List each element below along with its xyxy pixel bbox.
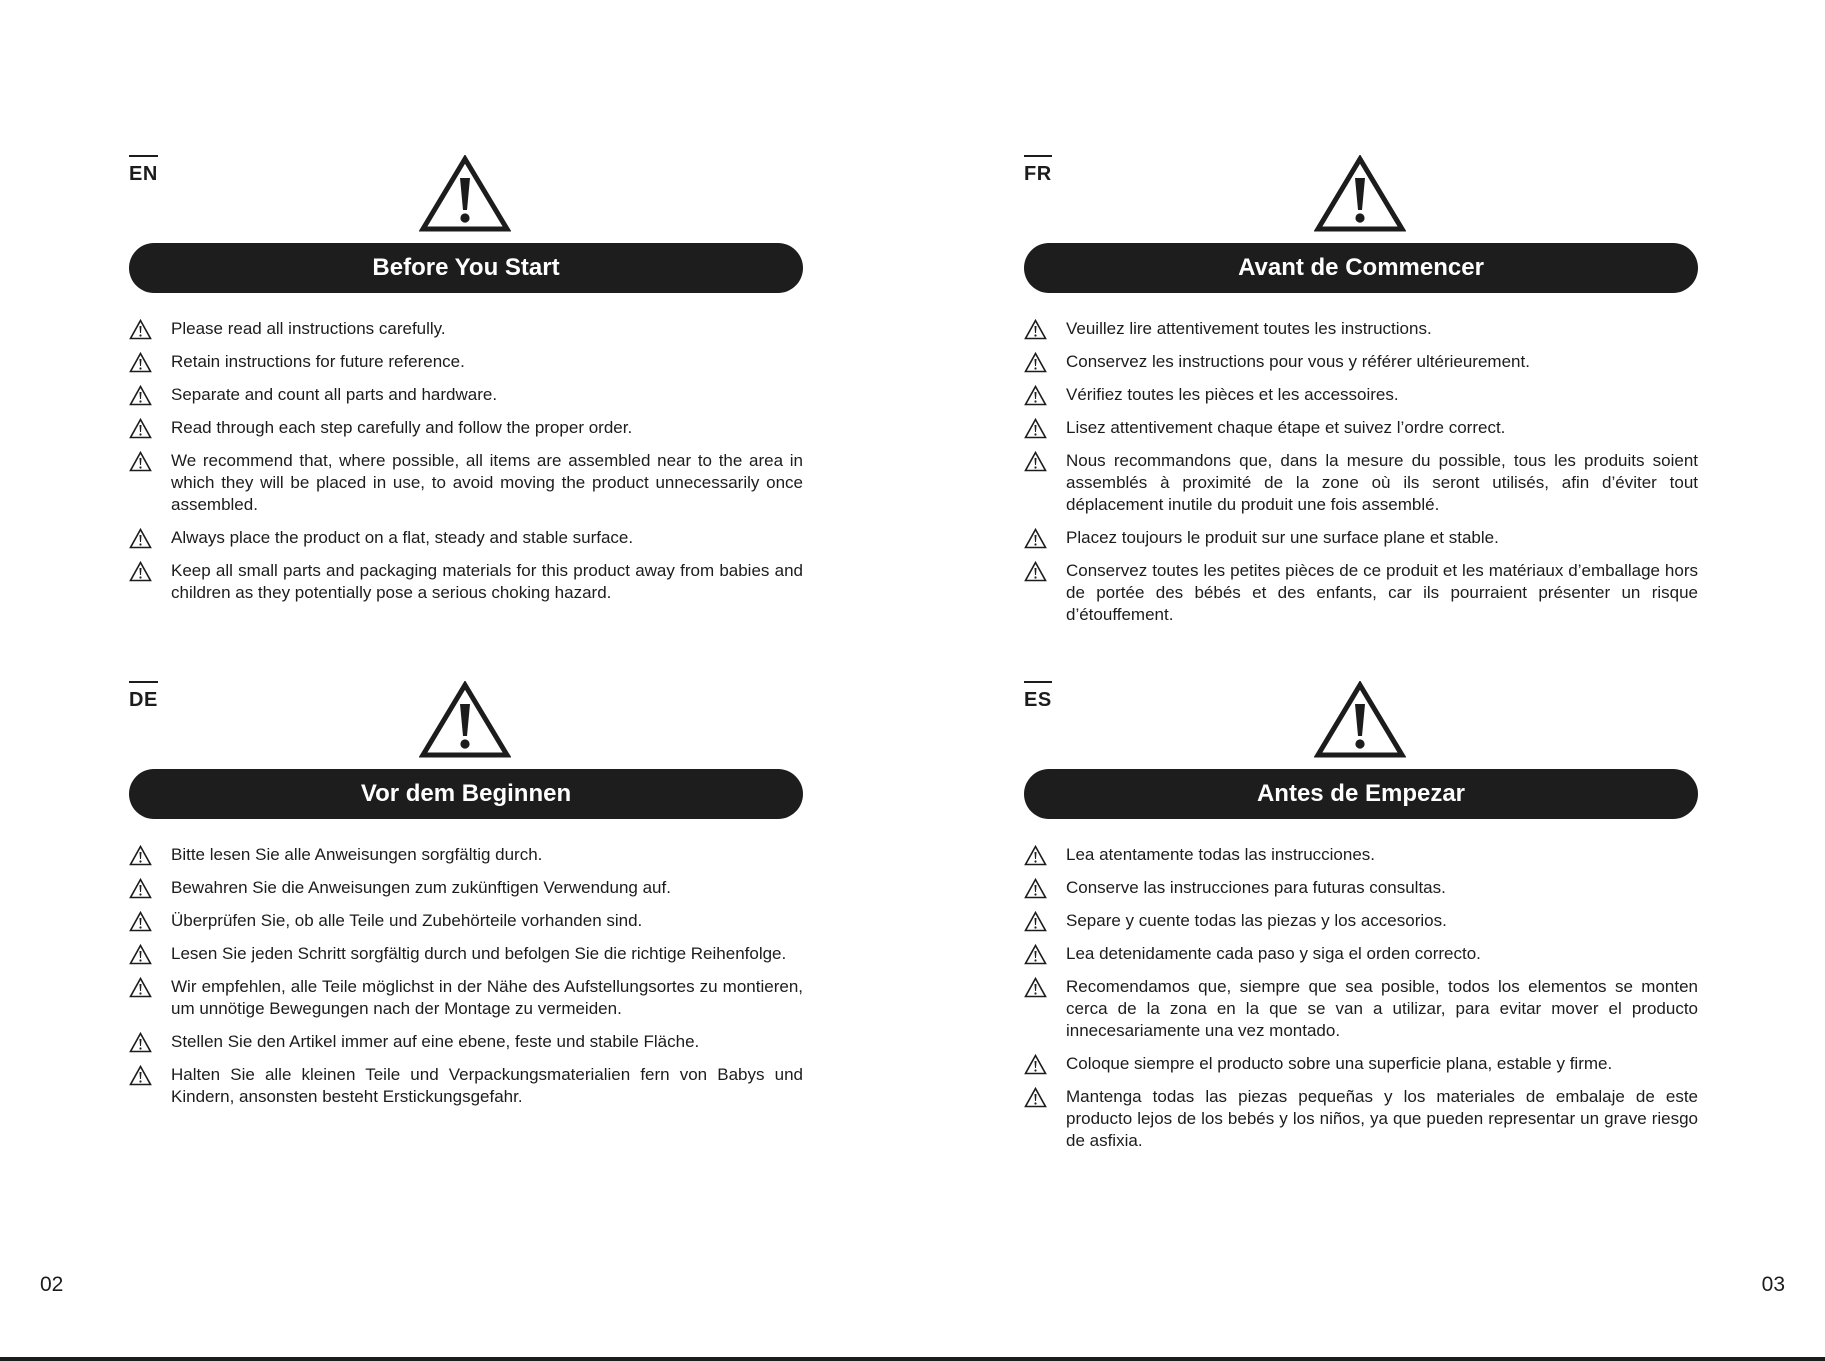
list-item: [1024, 527, 1698, 549]
item-text: Lesen Sie jeden Schritt sorgfältig durch und befolgen Sie die richtige Reihenfolge.: [171, 944, 787, 963]
instruction-list: [1024, 318, 1698, 637]
list-item: [1024, 560, 1698, 626]
list-item: [1024, 351, 1698, 373]
list-item: [129, 417, 803, 439]
list-item: [129, 560, 803, 604]
warning-triangle-icon: [419, 681, 511, 759]
list-item: [1024, 417, 1698, 439]
list-item: [1024, 976, 1698, 1042]
warning-triangle-icon: [129, 385, 152, 406]
list-item: [129, 844, 803, 866]
footer-rule: [0, 1357, 1825, 1361]
warning-triangle-icon: [1314, 681, 1406, 759]
list-item: [1024, 943, 1698, 965]
item-text: Separate and count all parts and hardware.: [171, 385, 498, 404]
list-item: [1024, 384, 1698, 406]
item-text: Retain instructions for future reference.: [171, 352, 465, 371]
warning-triangle-icon: [129, 878, 152, 899]
language-code: EN: [129, 155, 158, 184]
section-title: Antes de Empezar: [1256, 780, 1466, 807]
warning-triangle-icon: [1024, 1054, 1047, 1075]
item-text: Wir empfehlen, alle Teile möglichst in der Nähe des Aufstellungsortes zu montieren, um unnötige Bewegungen nach der Montage zu vermeiden.: [171, 977, 803, 1018]
list-item: [1024, 910, 1698, 932]
list-item: [129, 1064, 803, 1108]
warning-triangle-icon: [129, 451, 152, 472]
list-item: [129, 384, 803, 406]
list-item: [129, 1031, 803, 1053]
warning-triangle-icon: [419, 155, 511, 233]
language-code: DE: [129, 681, 158, 710]
warning-triangle-icon: [1024, 385, 1047, 406]
item-text: Veuillez lire attentivement toutes les instructions.: [1066, 319, 1432, 338]
warning-triangle-icon: [1024, 845, 1047, 866]
section-title-banner: [129, 769, 803, 819]
warning-triangle-icon: [129, 1065, 152, 1086]
list-item: [1024, 1053, 1698, 1075]
item-text: Conservez les instructions pour vous y référer ultérieurement.: [1066, 352, 1530, 371]
section-title-banner: [1024, 769, 1698, 819]
warning-triangle-icon: [1024, 319, 1047, 340]
warning-triangle-icon: [129, 845, 152, 866]
warning-triangle-icon: [1024, 528, 1047, 549]
warning-triangle-icon: [1024, 911, 1047, 932]
item-text: Lea atentamente todas las instrucciones.: [1066, 845, 1376, 864]
language-code: FR: [1024, 155, 1052, 184]
warning-triangle-icon: [129, 319, 152, 340]
item-text: Coloque siempre el producto sobre una superficie plana, estable y firme.: [1066, 1054, 1613, 1073]
warning-triangle-icon: [1024, 977, 1047, 998]
item-text: Bewahren Sie die Anweisungen zum zukünftigen Verwendung auf.: [171, 878, 671, 897]
list-item: [1024, 1086, 1698, 1152]
item-text: Stellen Sie den Artikel immer auf eine ebene, feste und stabile Fläche.: [171, 1032, 700, 1051]
list-item: [129, 976, 803, 1020]
item-text: Nous recommandons que, dans la mesure du possible, tous les produits soient assemblés à proximité de la zone où ils seront utilisés, afin d’éviter tout déplacement inutile du produit une fois assemblé.: [1066, 451, 1698, 514]
item-text: Placez toujours le produit sur une surface plane et stable.: [1066, 528, 1499, 547]
warning-triangle-icon: [1024, 944, 1047, 965]
section-title: Vor dem Beginnen: [360, 780, 572, 807]
instruction-list: [1024, 844, 1698, 1163]
section-title: Avant de Commencer: [1238, 254, 1484, 281]
list-item: [129, 318, 803, 340]
item-text: Halten Sie alle kleinen Teile und Verpackungsmaterialien fern von Babys und Kindern, ansonsten besteht Erstickungsgefahr.: [171, 1065, 803, 1106]
page-number-left: 02: [40, 1273, 64, 1296]
warning-triangle-icon: [1024, 1087, 1047, 1108]
warning-triangle-icon: [129, 944, 152, 965]
list-item: [129, 351, 803, 373]
item-text: Bitte lesen Sie alle Anweisungen sorgfältig durch.: [171, 845, 543, 864]
warning-triangle-icon: [1024, 451, 1047, 472]
item-text: Please read all instructions carefully.: [171, 319, 446, 338]
section-title-banner: [1024, 243, 1698, 293]
list-item: [129, 527, 803, 549]
page-number-right: 03: [1761, 1273, 1785, 1296]
instruction-list: [129, 318, 803, 615]
warning-triangle-icon: [129, 1032, 152, 1053]
item-text: Vérifiez toutes les pièces et les accessoires.: [1066, 385, 1399, 404]
list-item: [129, 877, 803, 899]
item-text: We recommend that, where possible, all items are assembled near to the area in which they will be placed in use, to avoid moving the product unnecessarily once assembled.: [171, 451, 803, 514]
list-item: [129, 943, 803, 965]
item-text: Separe y cuente todas las piezas y los accesorios.: [1066, 911, 1447, 930]
warning-triangle-icon: [1024, 418, 1047, 439]
item-text: Mantenga todas las piezas pequeñas y los materiales de embalaje de este producto lejos de los bebés y los niños, ya que pueden representar un grave riesgo de asfixia.: [1066, 1087, 1698, 1150]
list-item: [129, 450, 803, 516]
warning-triangle-icon: [1024, 878, 1047, 899]
item-text: Always place the product on a flat, steady and stable surface.: [171, 528, 634, 547]
warning-triangle-icon: [1314, 155, 1406, 233]
warning-triangle-icon: [1024, 561, 1047, 582]
item-text: Lea detenidamente cada paso y siga el orden correcto.: [1066, 944, 1481, 963]
item-text: Überprüfen Sie, ob alle Teile und Zubehörteile vorhanden sind.: [171, 911, 643, 930]
list-item: [1024, 844, 1698, 866]
warning-triangle-icon: [1024, 352, 1047, 373]
language-code: ES: [1024, 681, 1052, 710]
item-text: Recomendamos que, siempre que sea posible, todos los elementos se monten cerca de la zona en la que se van a utilizar, para evitar mover el producto innecesariamente una vez montado.: [1066, 977, 1698, 1040]
warning-triangle-icon: [129, 977, 152, 998]
item-text: Keep all small parts and packaging materials for this product away from babies and children as they potentially pose a serious choking hazard.: [171, 561, 803, 602]
warning-triangle-icon: [129, 561, 152, 582]
warning-triangle-icon: [129, 528, 152, 549]
warning-triangle-icon: [129, 911, 152, 932]
section-title: Before You Start: [372, 254, 560, 281]
list-item: [1024, 450, 1698, 516]
item-text: Lisez attentivement chaque étape et suivez l’ordre correct.: [1066, 418, 1506, 437]
item-text: Conservez toutes les petites pièces de ce produit et les matériaux d’emballage hors de portée des bébés et des enfants, car ils pourraient présenter un risque d’étouffement.: [1066, 561, 1698, 624]
warning-triangle-icon: [129, 352, 152, 373]
instruction-list: [129, 844, 803, 1119]
list-item: [129, 910, 803, 932]
item-text: Conserve las instrucciones para futuras consultas.: [1066, 878, 1446, 897]
item-text: Read through each step carefully and follow the proper order.: [171, 418, 633, 437]
section-title-banner: [129, 243, 803, 293]
list-item: [1024, 318, 1698, 340]
list-item: [1024, 877, 1698, 899]
warning-triangle-icon: [129, 418, 152, 439]
